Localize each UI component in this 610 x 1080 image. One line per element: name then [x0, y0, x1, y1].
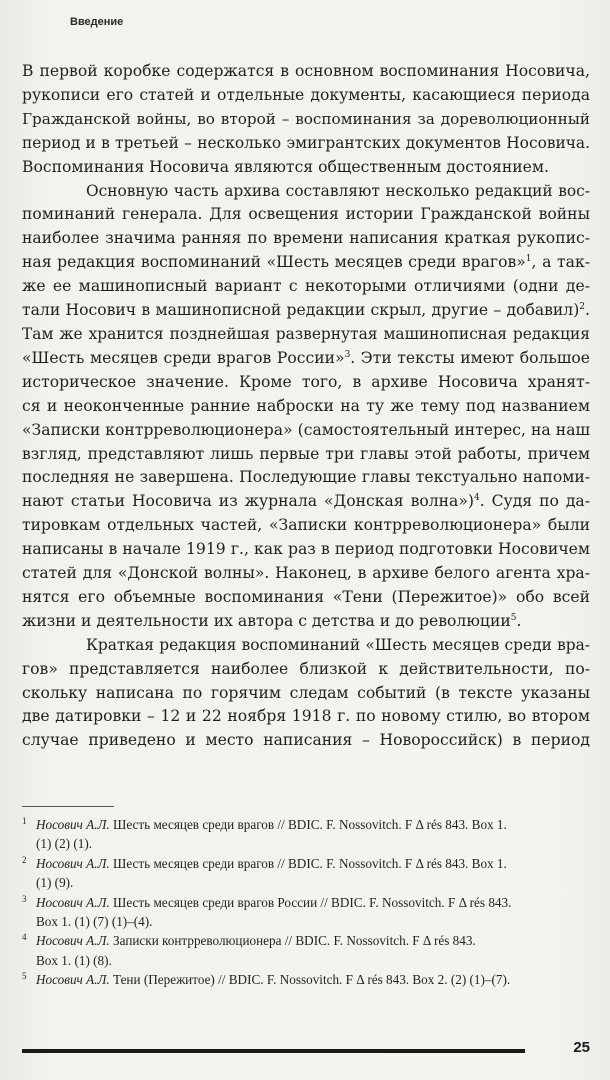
text-line: ся и неоконченные ранние наброски на ту же тему под названием: [22, 396, 590, 415]
text-line: взгляд, представляют лишь первые три главы этой работы, причем: [22, 444, 590, 463]
footnote-text: Box 1. (1) (8).: [36, 952, 112, 968]
footnote-item: [22, 970, 590, 989]
footnote-mark[interactable]: 1: [525, 254, 532, 265]
footnote-text: Шесть месяцев среди врагов России // BDIC. F. Nossovitch. F Δ rés 843.: [109, 894, 512, 910]
text-line: гов» представляется наиболее близкой к действительности, по-: [22, 659, 590, 678]
text-line: нятся его объемные воспоминания «Тени (Пережитое)» обо всей: [22, 587, 590, 606]
footnote-text: (1) (9).: [36, 875, 74, 891]
text-line: же ее машинописный вариант с некоторыми отличиями (одни де-: [22, 277, 590, 296]
footnote-number: 5: [22, 971, 27, 982]
text-line: В первой коробке содержатся в основном воспоминания Носовича,: [22, 62, 590, 80]
text-segment: нают статьи Носовича из журнала «Донская волна»): [22, 492, 474, 511]
footnote-text: Шесть месяцев среди врагов // BDIC. F. Nossovitch. F Δ rés 843. Box 1.: [109, 817, 507, 832]
text-segment: жизни и деятельности их автора с детства и до революции: [22, 611, 511, 630]
footnote-author: Носович А.Л.: [36, 855, 110, 871]
text-line: две датировки – 12 и 22 ноября 1918 г. по новому стилю, во втором: [22, 707, 590, 726]
footnote-divider: [22, 806, 114, 807]
footnote-item: [22, 893, 590, 932]
footnote-item: [22, 815, 590, 854]
footnote-text: Тени (Пережитое) // BDIC. F. Nossovitch. F Δ rés 843. Box 2. (2) (1)–(7).: [109, 972, 511, 988]
body-text: [22, 60, 590, 753]
text-segment: ная редакция воспоминаний «Шесть месяцев среди врагов»: [22, 253, 526, 272]
text-line: наиболее значима ранняя по времени написания краткая рукопис-: [22, 229, 590, 248]
footnote-mark[interactable]: 5: [510, 612, 517, 623]
text-line: историческое значение. Кроме того, в архиве Носовича хранят-: [22, 372, 590, 391]
text-line: Основную часть архива составляют несколько редакций вос-: [86, 181, 590, 200]
text-line: последняя не завершена. Последующие главы текстуально напоми-: [22, 468, 590, 487]
text-line: [22, 347, 590, 371]
footnote-number: 2: [22, 854, 27, 865]
footnote-mark[interactable]: 4: [473, 493, 480, 504]
text-line: [22, 299, 590, 323]
footnote-text: (1) (2) (1).: [36, 836, 93, 852]
text-segment: «Шесть месяцев среди врагов России»: [22, 348, 345, 367]
text-line: [22, 610, 590, 634]
text-line: [22, 490, 590, 514]
footnote-text: Записки контрреволюционера // BDIC. F. Nossovitch. F Δ rés 843.: [109, 933, 476, 949]
footnote-item: [22, 854, 590, 893]
text-line: случае приведено и место написания – Новороссийск) в период: [22, 731, 590, 750]
text-line: Там же хранится позднейшая развернутая машинописная редакция: [22, 324, 590, 343]
text-line: статей для «Донской волны». Наконец, в архиве белого агента хра-: [22, 564, 590, 583]
footnote-text: Box 1. (1) (7) (1)–(4).: [36, 914, 153, 930]
running-head: Введение: [70, 16, 124, 28]
footnote-number: 3: [22, 893, 27, 904]
text-line: Гражданской войны, во второй – воспоминания за дореволюционный: [22, 109, 590, 128]
text-line: [22, 251, 590, 275]
footnote-author: Носович А.Л.: [36, 817, 110, 832]
footnote-number: 1: [22, 816, 27, 826]
text-segment: , а так-: [531, 253, 590, 272]
text-line: «Записки контрреволюционера» (самостоятельный интерес, на наш: [22, 420, 590, 439]
page-number: 25: [573, 1039, 590, 1056]
text-line: тировкам отдельных частей, «Записки контрреволюционера» были: [22, 516, 590, 535]
text-segment: .: [516, 611, 522, 630]
text-segment: .: [585, 301, 590, 320]
footnote-text: Шесть месяцев среди врагов // BDIC. F. Nossovitch. F Δ rés 843. Box 1.: [109, 855, 507, 871]
footnote-author: Носович А.Л.: [36, 894, 110, 910]
text-segment: тали Носович в машинописной редакции скрыл, другие – добавил): [22, 301, 580, 320]
footnote-author: Носович А.Л.: [36, 933, 110, 949]
text-segment: . Судя по да-: [479, 492, 590, 511]
bottom-rule: [22, 1049, 525, 1053]
text-line: написаны в начале 1919 г., как раз в период подготовки Носовичем: [22, 540, 590, 559]
footnote-mark[interactable]: 3: [344, 349, 351, 360]
footnote-author: Носович А.Л.: [36, 972, 110, 988]
text-line: поминаний генерала. Для освещения истории Гражданской войны: [22, 205, 590, 224]
text-line: скольку написана по горячим следам событий (в тексте указаны: [22, 683, 590, 702]
footnote-item: [22, 931, 590, 970]
footnote-number: 4: [22, 932, 27, 943]
footnotes: [22, 815, 590, 990]
footnote-mark[interactable]: 2: [579, 301, 586, 312]
text-line: Краткая редакция воспоминаний «Шесть месяцев среди вра-: [86, 635, 590, 654]
text-line: рукописи его статей и отдельные документы, касающиеся периода: [22, 85, 590, 104]
text-segment: . Эти тексты имеют большое: [350, 348, 590, 367]
text-line: период и в третьей – несколько эмигрантских документов Носовича.: [22, 133, 590, 152]
text-line: Воспоминания Носовича являются общественным достоянием.: [22, 157, 549, 176]
